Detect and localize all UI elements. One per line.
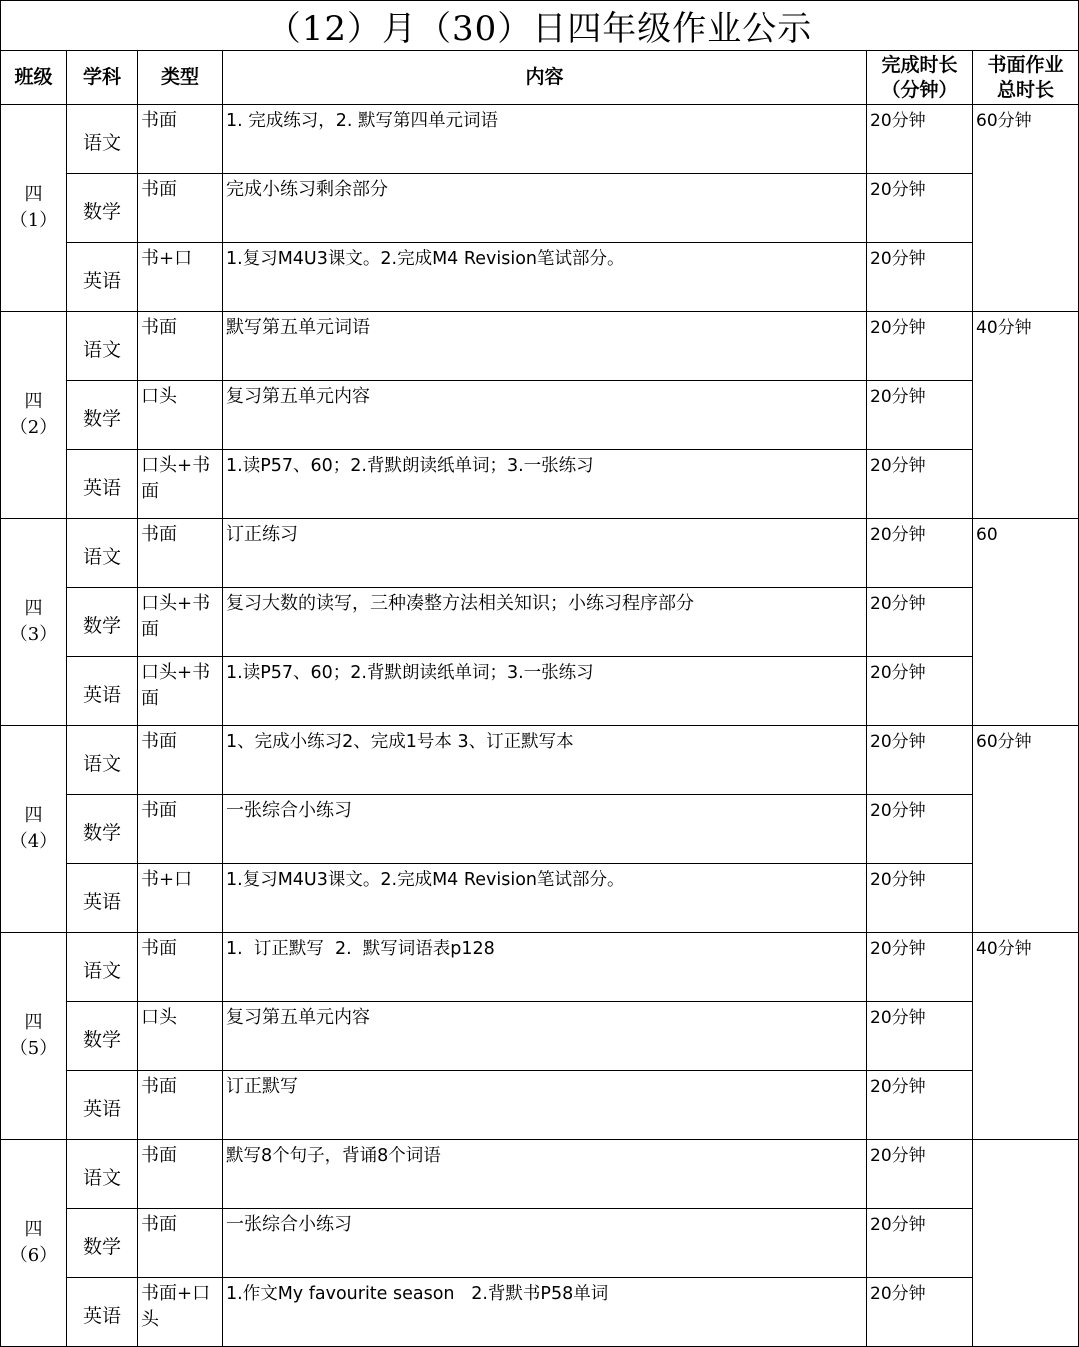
duration-cell: 20分钟	[867, 243, 973, 312]
subject-cell: 语文	[67, 312, 138, 381]
table-row	[1, 1002, 1079, 1071]
duration-cell: 20分钟	[867, 864, 973, 933]
table-row	[1, 1209, 1079, 1278]
page-title: （12）月（30）日四年级作业公示	[1, 1, 1079, 51]
duration-cell: 20分钟	[867, 312, 973, 381]
content-cell: 复习第五单元内容	[223, 1002, 867, 1071]
header-type: 类型	[138, 51, 223, 105]
content-cell: 1、完成小练习2、完成1号本 3、订正默写本	[223, 726, 867, 795]
class-grade: 四	[24, 184, 43, 205]
content-cell: 1.读P57、60；2.背默朗读纸单词；3.一张练习	[223, 657, 867, 726]
subject-cell: 数学	[67, 795, 138, 864]
duration-cell: 20分钟	[867, 174, 973, 243]
content-cell: 1. 完成练习，2. 默写第四单元词语	[223, 105, 867, 174]
content-cell: 订正练习	[223, 519, 867, 588]
table-row	[1, 174, 1079, 243]
subject-cell: 英语	[67, 1278, 138, 1347]
type-cell: 书面	[138, 1140, 223, 1209]
table-row	[1, 726, 1079, 795]
duration-cell: 20分钟	[867, 1071, 973, 1140]
subject-cell: 英语	[67, 657, 138, 726]
type-cell: 书+口	[138, 243, 223, 312]
header-content: 内容	[223, 51, 867, 105]
content-cell: 1.读P57、60；2.背默朗读纸单词；3.一张练习	[223, 450, 867, 519]
duration-cell: 20分钟	[867, 588, 973, 657]
table-row	[1, 933, 1079, 1002]
type-cell: 口头	[138, 381, 223, 450]
table-row	[1, 450, 1079, 519]
duration-cell: 20分钟	[867, 1140, 973, 1209]
subject-cell: 数学	[67, 174, 138, 243]
duration-cell: 20分钟	[867, 450, 973, 519]
content-cell: 一张综合小练习	[223, 795, 867, 864]
class-cell	[1, 933, 67, 1140]
duration-cell: 20分钟	[867, 1002, 973, 1071]
type-cell: 书面	[138, 1071, 223, 1140]
class-cell	[1, 1140, 67, 1347]
class-cell	[1, 726, 67, 933]
table-row	[1, 864, 1079, 933]
class-number: （2）	[9, 417, 58, 438]
table-row	[1, 1140, 1079, 1209]
type-cell: 口头+书面	[138, 450, 223, 519]
class-grade: 四	[24, 1012, 43, 1033]
content-cell: 一张综合小练习	[223, 1209, 867, 1278]
content-cell: 订正默写	[223, 1071, 867, 1140]
duration-cell: 20分钟	[867, 657, 973, 726]
content-cell: 1.复习M4U3课文。2.完成M4 Revision笔试部分。	[223, 864, 867, 933]
table-row	[1, 105, 1079, 174]
type-cell: 书面+口头	[138, 1278, 223, 1347]
content-cell: 复习大数的读写，三种凑整方法相关知识；小练习程序部分	[223, 588, 867, 657]
header-subject: 学科	[67, 51, 138, 105]
type-cell: 书面	[138, 519, 223, 588]
subject-cell: 语文	[67, 1140, 138, 1209]
duration-cell: 20分钟	[867, 1209, 973, 1278]
type-cell: 口头+书面	[138, 588, 223, 657]
header-class: 班级	[1, 51, 67, 105]
duration-cell: 20分钟	[867, 933, 973, 1002]
class-grade: 四	[24, 598, 43, 619]
class-grade: 四	[24, 1219, 43, 1240]
duration-cell: 20分钟	[867, 519, 973, 588]
class-cell	[1, 312, 67, 519]
table-row	[1, 519, 1079, 588]
content-cell: 1. 订正默写 2. 默写词语表p128	[223, 933, 867, 1002]
total-time-cell: 60	[973, 519, 1079, 726]
type-cell: 书面	[138, 795, 223, 864]
duration-cell: 20分钟	[867, 795, 973, 864]
total-time-cell: 60分钟	[973, 726, 1079, 933]
class-number: （6）	[9, 1245, 58, 1266]
type-cell: 书面	[138, 312, 223, 381]
type-cell: 口头+书面	[138, 657, 223, 726]
header-total	[973, 51, 1079, 105]
type-cell: 书+口	[138, 864, 223, 933]
subject-cell: 数学	[67, 1002, 138, 1071]
class-number: （3）	[9, 624, 58, 645]
type-cell: 口头	[138, 1002, 223, 1071]
duration-cell: 20分钟	[867, 381, 973, 450]
duration-cell: 20分钟	[867, 105, 973, 174]
header-duration	[867, 51, 973, 105]
table-body	[1, 105, 1079, 1347]
total-time-cell: 40分钟	[973, 933, 1079, 1140]
type-cell: 书面	[138, 933, 223, 1002]
subject-cell: 语文	[67, 105, 138, 174]
header-total-line1: 书面作业	[987, 53, 1064, 76]
type-cell: 书面	[138, 726, 223, 795]
duration-cell: 20分钟	[867, 726, 973, 795]
subject-cell: 数学	[67, 381, 138, 450]
class-number: （4）	[9, 831, 58, 852]
content-cell: 1.复习M4U3课文。2.完成M4 Revision笔试部分。	[223, 243, 867, 312]
total-time-cell: 60分钟	[973, 105, 1079, 312]
total-time-cell: 40分钟	[973, 312, 1079, 519]
type-cell: 书面	[138, 1209, 223, 1278]
content-cell: 默写8个句子，背诵8个词语	[223, 1140, 867, 1209]
subject-cell: 英语	[67, 1071, 138, 1140]
class-grade: 四	[24, 805, 43, 826]
class-cell	[1, 105, 67, 312]
subject-cell: 数学	[67, 1209, 138, 1278]
table-row	[1, 588, 1079, 657]
duration-cell: 20分钟	[867, 1278, 973, 1347]
subject-cell: 语文	[67, 933, 138, 1002]
subject-cell: 英语	[67, 243, 138, 312]
subject-cell: 数学	[67, 588, 138, 657]
class-number: （5）	[9, 1038, 58, 1059]
table-row	[1, 657, 1079, 726]
class-grade: 四	[24, 391, 43, 412]
header-duration-line1: 完成时长	[881, 53, 958, 76]
total-time-cell	[973, 1140, 1079, 1347]
subject-cell: 英语	[67, 450, 138, 519]
header-duration-line2: （分钟）	[881, 78, 958, 101]
table-row	[1, 381, 1079, 450]
content-cell: 完成小练习剩余部分	[223, 174, 867, 243]
type-cell: 书面	[138, 105, 223, 174]
table-row	[1, 243, 1079, 312]
content-cell: 复习第五单元内容	[223, 381, 867, 450]
table-row	[1, 1071, 1079, 1140]
table-row	[1, 312, 1079, 381]
table-row	[1, 1278, 1079, 1347]
class-number: （1）	[9, 210, 58, 231]
header-total-line2: 总时长	[997, 78, 1055, 101]
type-cell: 书面	[138, 174, 223, 243]
content-cell: 默写第五单元词语	[223, 312, 867, 381]
subject-cell: 语文	[67, 726, 138, 795]
content-cell: 1.作文My favourite season 2.背默书P58单词	[223, 1278, 867, 1347]
class-cell	[1, 519, 67, 726]
subject-cell: 英语	[67, 864, 138, 933]
table-row	[1, 795, 1079, 864]
subject-cell: 语文	[67, 519, 138, 588]
